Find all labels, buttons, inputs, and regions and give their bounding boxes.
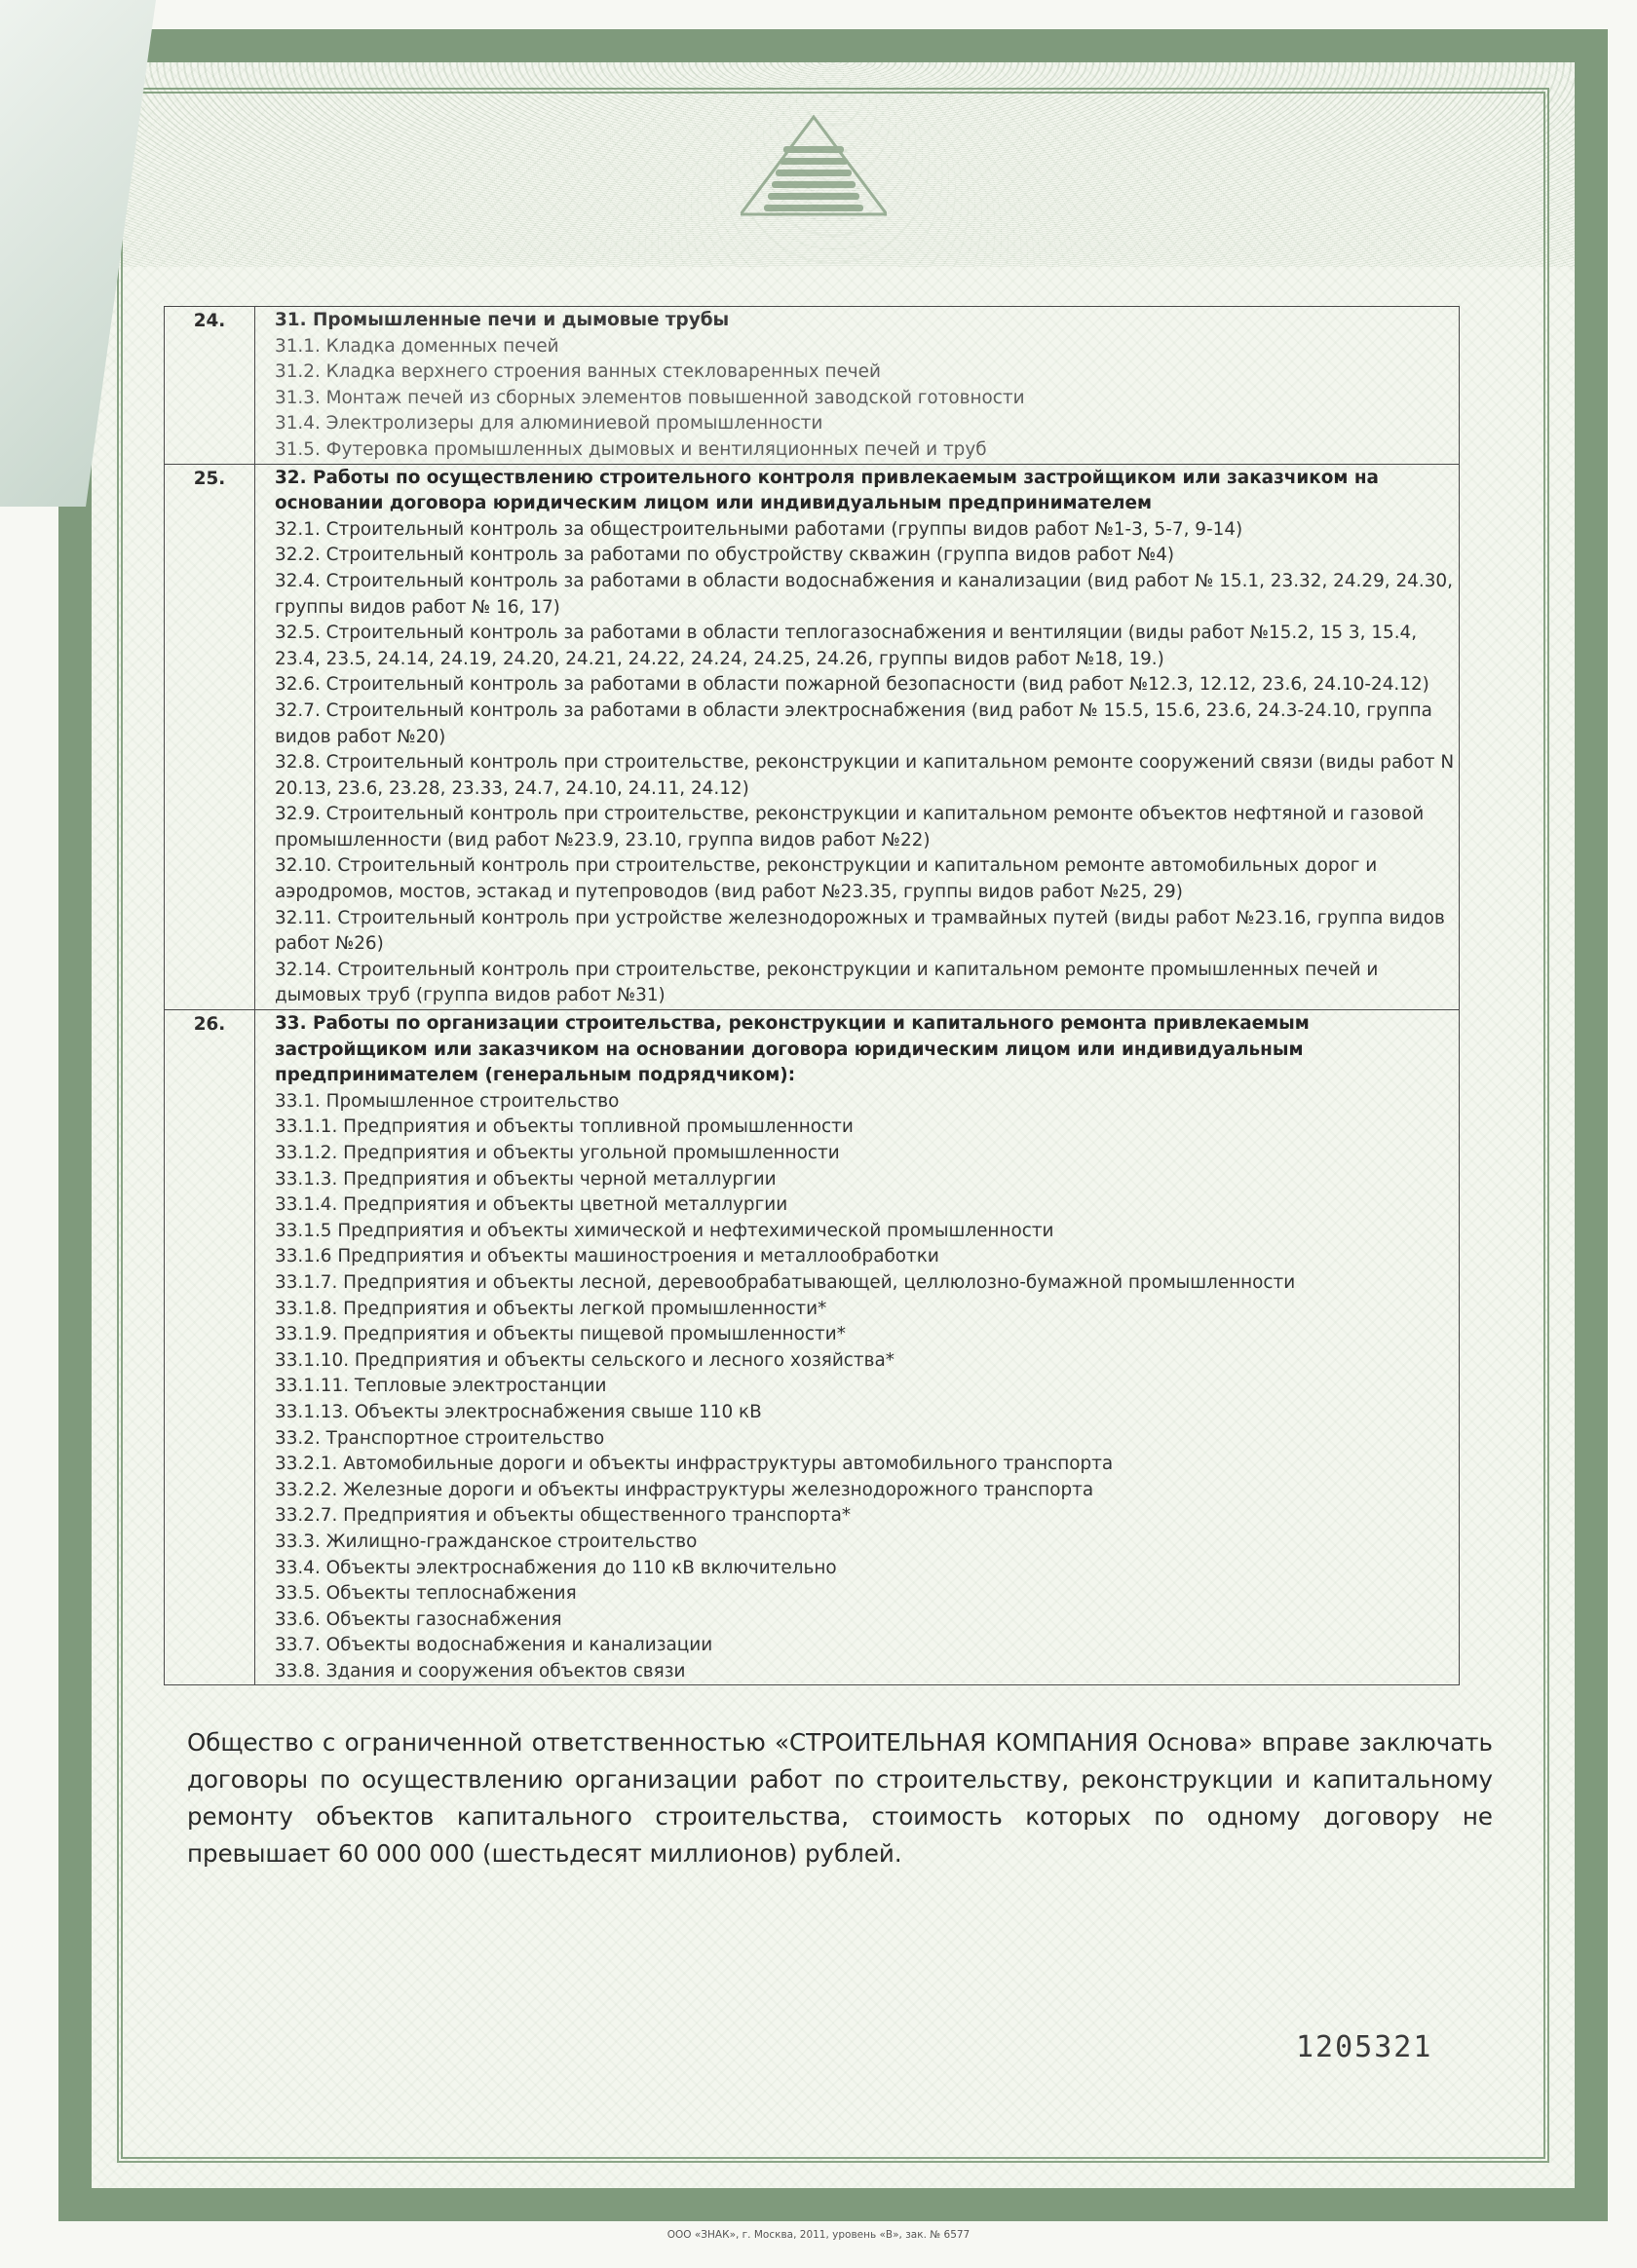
- row-content: [255, 1010, 1460, 1685]
- list-item: 33.1.2. Предприятия и объекты угольной промышленности: [275, 1143, 840, 1163]
- list-item: 33.1.3. Предприятия и объекты черной металлургии: [275, 1168, 777, 1190]
- list-item: 33.1.7. Предприятия и объекты лесной, деревообрабатывающей, целлюлозно-бумажной промышленности: [275, 1271, 1296, 1293]
- list-item: 32.2. Строительный контроль за работами по обустройству скважин (группа видов работ №4): [275, 545, 1175, 566]
- row-number: 26.: [165, 1010, 255, 1685]
- list-item: 33.4. Объекты электроснабжения до 110 кВ включительно: [275, 1557, 837, 1578]
- list-item: 33.6. Объекты газоснабжения: [275, 1608, 562, 1630]
- list-item: 32.6. Строительный контроль за работами в области пожарной безопасности (вид работ №12.3, 12.12, 23.6, 24.10-24.12): [275, 674, 1429, 696]
- list-item: 33.1.10. Предприятия и объекты сельского и лесного хозяйства*: [275, 1349, 895, 1371]
- table-row: [165, 464, 1460, 1009]
- list-item: 32.8. Строительный контроль при строительстве, реконструкции и капитальном ремонте сооружений связи (виды работ N 20.13, 23.6, 23.28, 23.33, 24.7, 24.10, 24.11, 24.12): [275, 752, 1455, 799]
- list-item: 33.2.2. Железные дороги и объекты инфраструктуры железнодорожного транспорта: [275, 1479, 1094, 1500]
- list-item: 33.1.6 Предприятия и объекты машиностроения и металлообработки: [275, 1246, 939, 1267]
- row-number: 24.: [165, 307, 255, 465]
- list-item: 33.1.4. Предприятия и объекты цветной металлургии: [275, 1194, 788, 1216]
- list-item: 33.3. Жилищно-гражданское строительство: [275, 1531, 698, 1552]
- list-item: 32.14. Строительный контроль при строительстве, реконструкции и капитальном ремонте промышленных печей и дымовых труб (группа видов работ №31): [275, 959, 1379, 1006]
- list-item: 33.1.9. Предприятия и объекты пищевой промышленности*: [275, 1324, 846, 1345]
- list-item: 33.2.7. Предприятия и объекты общественного транспорта*: [275, 1505, 852, 1527]
- table-row: [165, 1010, 1460, 1685]
- list-item: 33.2. Транспортное строительство: [275, 1427, 605, 1449]
- list-item: 31.4. Электролизеры для алюминиевой промышленности: [275, 413, 823, 435]
- row-number: 25.: [165, 464, 255, 1009]
- list-item: 32.5. Строительный контроль за работами в области теплогазоснабжения и вентиляции (виды работ №15.2, 15 3, 15.4, 23.4, 23.5, 24.14, 24.19, 24.20, 24.21, 24.22, 24.24, 24.25, 24.26, группы видов работ №18, 19.): [275, 623, 1418, 669]
- row-content: [255, 307, 1460, 465]
- printer-imprint: ООО «ЗНАК», г. Москва, 2011, уровень «В», зак. № 6577: [666, 2229, 971, 2241]
- list-item: 31.5. Футеровка промышленных дымовых и вентиляционных печей и труб: [275, 438, 987, 460]
- list-item: 33.1.1. Предприятия и объекты топливной промышленности: [275, 1116, 854, 1138]
- list-item: 33.1.13. Объекты электроснабжения свыше 110 кВ: [275, 1401, 762, 1422]
- group-title: 32. Работы по осуществлению строительного контроля привлекаемым застройщиком или заказчиком на основании договора юридическим лицом или индивидуальным предпринимателем: [275, 467, 1379, 514]
- group-title: 31. Промышленные печи и дымовые трубы: [275, 310, 730, 330]
- list-item: 33.1.5 Предприятия и объекты химической и нефтехимической промышленности: [275, 1220, 1054, 1241]
- list-item: 31.1. Кладка доменных печей: [275, 335, 559, 357]
- group-title: 33. Работы по организации строительства, реконструкции и капитального ремонта привлекаемым застройщиком или заказчиком на основании договора юридическим лицом или индивидуальным предпринимателем (генеральным подрядчиком):: [275, 1013, 1310, 1086]
- list-item: 33.7. Объекты водоснабжения и канализации: [275, 1635, 713, 1656]
- list-item: 32.4. Строительный контроль за работами в области водоснабжения и канализации (вид работ № 15.1, 23.32, 24.29, 24.30, группы видов работ № 16, 17): [275, 570, 1453, 618]
- list-item: 33.1.8. Предприятия и объекты легкой промышленности*: [275, 1298, 827, 1319]
- list-item: 32.7. Строительный контроль за работами в области электроснабжения (вид работ № 15.5, 15.6, 23.6, 24.3-24.10, группа видов работ №20): [275, 699, 1432, 747]
- list-item: 32.11. Строительный контроль при устройстве железнодорожных и трамвайных путей (виды работ №23.16, группа видов работ №26): [275, 907, 1445, 955]
- row-content: [255, 464, 1460, 1009]
- list-item: 33.1.11. Тепловые электростанции: [275, 1376, 607, 1397]
- list-item: 33.1. Промышленное строительство: [275, 1090, 620, 1112]
- building-emblem-icon: [741, 107, 887, 234]
- list-item: 33.2.1. Автомобильные дороги и объекты инфраструктуры автомобильного транспорта: [275, 1454, 1114, 1475]
- table-row: [165, 307, 1460, 465]
- license-note: Общество с ограниченной ответственностью «СТРОИТЕЛЬНАЯ КОМПАНИЯ Основа» вправе заключать договоры по осуществлению организации работ по строительству, реконструкции и капитальному ремонту объектов капитального строительства, стоимость которых по одному договору не превышает 60 000 000 (шестьдесят миллионов) рублей.: [187, 1728, 1493, 1868]
- list-item: 32.1. Строительный контроль за общестроительными работами (группы видов работ №1-3, 5-7, 9-14): [275, 518, 1243, 540]
- list-item: 33.5. Объекты теплоснабжения: [275, 1583, 577, 1605]
- list-item: 32.10. Строительный контроль при строительстве, реконструкции и капитальном ремонте автомобильных дорог и аэродромов, мостов, эстакад и путепроводов (вид работ №23.35, группы видов работ №25, 29): [275, 855, 1378, 903]
- list-item: 33.8. Здания и сооружения объектов связи: [275, 1660, 686, 1682]
- works-table: [164, 306, 1460, 1685]
- serial-number: 1205321: [1296, 2030, 1433, 2064]
- list-item: 32.9. Строительный контроль при строительстве, реконструкции и капитальном ремонте объектов нефтяной и газовой промышленности (вид работ №23.9, 23.10, группа видов работ №22): [275, 804, 1425, 850]
- list-item: 31.2. Кладка верхнего строения ванных стекловаренных печей: [275, 361, 881, 383]
- list-item: 31.3. Монтаж печей из сборных элементов повышенной заводской готовности: [275, 387, 1025, 408]
